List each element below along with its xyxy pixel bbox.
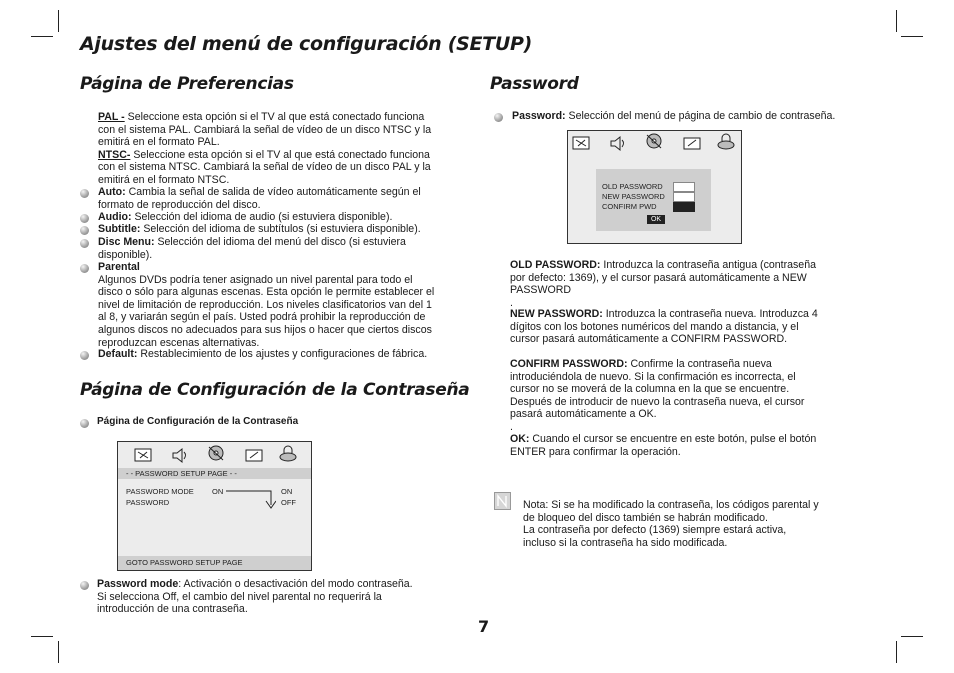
page-number: 7 <box>478 617 490 636</box>
crop-mark <box>896 10 897 32</box>
bullet-icon <box>80 239 89 248</box>
preferences-heading: Página de Preferencias <box>80 74 294 94</box>
monitor-icon <box>134 447 154 464</box>
crop-mark <box>58 10 59 32</box>
crop-mark <box>58 641 59 663</box>
crop-mark <box>896 641 897 663</box>
password-setup-bullet: Página de Configuración de la Contraseña <box>97 416 299 427</box>
password-osd <box>567 130 742 244</box>
confirm-password-field[interactable] <box>673 202 695 212</box>
page-title: Ajustes del menú de configuración (SETUP) <box>80 33 532 55</box>
ntsc-label: NTSC- <box>98 148 131 161</box>
speaker-icon <box>608 135 628 152</box>
note-text: Nota: Si se ha modificado la contraseña, los códigos parental y de bloqueo del disco también se habrán modificado. La contraseña por defecto (1369) siempre estará activa, incluso si la contraseña ha sido modificada. <box>523 499 819 549</box>
pal-description: PAL - Seleccione esta opción si el TV al que está conectado funciona con el sistema PAL. Cambiará la señal de vídeo de un disco NTSC y la emitirá en el formato PAL. NTSC- Seleccione esta opción si el TV al que está conectado funciona con el sistema NTSC. Cambiará la señal de vídeo de un disco PAL y la emitirá en el formato NTSC. <box>98 111 432 186</box>
disc-icon <box>644 133 664 150</box>
bullet-icon <box>494 113 503 122</box>
old-password-field[interactable] <box>673 182 695 192</box>
crop-mark <box>31 636 53 637</box>
parental-description: Parental Algunos DVDs podría tener asignado un nivel parental para todo el disco o sólo para algunas escenas. Esta opción le permite establecer el nivel de limitación de reproducción. Los niveles clasificatorios van del 1 al 8, y variarán según el país. Usted podrá prohibir la reproducción de algunos discos no adecuados para sus hijos o hacer que ciertos discos reproduzcan escenas alternativas. <box>98 261 435 349</box>
new-password-description: NEW PASSWORD: Introduzca la contraseña nueva. Introduzca 4 dígitos con los botones numéricos del mando a distancia, y el cursor pasará automáticamente a CONFIRM PASSWORD. <box>510 308 818 346</box>
option-on: ON <box>281 487 293 496</box>
old-password-label: OLD PASSWORD <box>602 182 663 191</box>
monitor-icon <box>572 135 592 152</box>
crop-mark <box>901 36 923 37</box>
speaker-icon <box>170 447 190 464</box>
bullet-icon <box>80 264 89 273</box>
auto-description: Auto: Cambia la señal de salida de vídeo automáticamente según el formato de reproducción del disco. <box>98 186 421 211</box>
ok-description: OK: Cuando el cursor se encuentre en este botón, pulse el botón ENTER para confirmar la operación. <box>510 433 817 458</box>
password-setup-osd <box>117 441 312 571</box>
settings-icon <box>244 447 264 464</box>
confirm-pwd-label: CONFIRM PWD <box>602 202 657 211</box>
osd-title: - - PASSWORD SETUP PAGE - - <box>126 469 237 478</box>
password-bullet: Password: Selección del menú de página de cambio de contraseña. <box>512 110 836 122</box>
option-off: OFF <box>281 498 296 507</box>
password-label: PASSWORD <box>126 498 170 507</box>
disc-icon <box>206 445 226 462</box>
pal-label: PAL - <box>98 111 125 123</box>
password-mode-value: ON <box>212 487 224 496</box>
password-mode-description: Password mode: Activación o desactivación del modo contraseña. Si selecciona Off, el cambio del nivel parental no requerirá la introducción de una contraseña. <box>97 578 413 616</box>
crop-mark <box>901 636 923 637</box>
ok-button[interactable]: OK <box>647 215 665 224</box>
bullet-icon <box>80 351 89 360</box>
password-heading: Password <box>490 74 579 94</box>
bullet-icon <box>80 189 89 198</box>
bullet-icon <box>80 581 89 590</box>
password-mode-label: PASSWORD MODE <box>126 487 194 496</box>
lock-icon <box>716 133 736 150</box>
osd-footer: GOTO PASSWORD SETUP PAGE <box>126 558 243 567</box>
confirm-password-description: CONFIRM PASSWORD: Confirme la contraseña nueva introduciéndola de nuevo. Si la confirmación es incorrecta, el cursor no se moverá de la columna en la que se encuentre. Después de introducir de nuevo la contraseña nueva, el cursor pasará automáticamente a OK. . <box>510 358 805 433</box>
subtitle-description: Subtitle: Selección del idioma de subtítulos (si estuviera disponible). <box>98 223 421 235</box>
bullet-icon <box>80 226 89 235</box>
password-setup-heading: Página de Configuración de la Contraseña <box>80 380 470 400</box>
crop-mark <box>31 36 53 37</box>
bullet-icon <box>80 214 89 223</box>
disc-menu-description: Disc Menu: Selección del idioma del menú del disco (si estuviera disponible). <box>98 236 406 261</box>
note-icon <box>494 492 511 510</box>
arrow-icon <box>226 489 276 511</box>
new-password-field[interactable] <box>673 192 695 202</box>
lock-icon <box>278 445 298 462</box>
old-password-description: OLD PASSWORD: Introduzca la contraseña antigua (contraseña por defecto: 1369), y el cursor pasará automáticamente a NEW PASSWORD . <box>510 259 816 309</box>
settings-icon <box>682 135 702 152</box>
new-password-label: NEW PASSWORD <box>602 192 665 201</box>
default-description: Default: Restablecimiento de los ajustes y configuraciones de fábrica. <box>98 348 428 360</box>
bullet-icon <box>80 419 89 428</box>
audio-description: Audio: Selección del idioma de audio (si estuviera disponible). <box>98 211 393 223</box>
